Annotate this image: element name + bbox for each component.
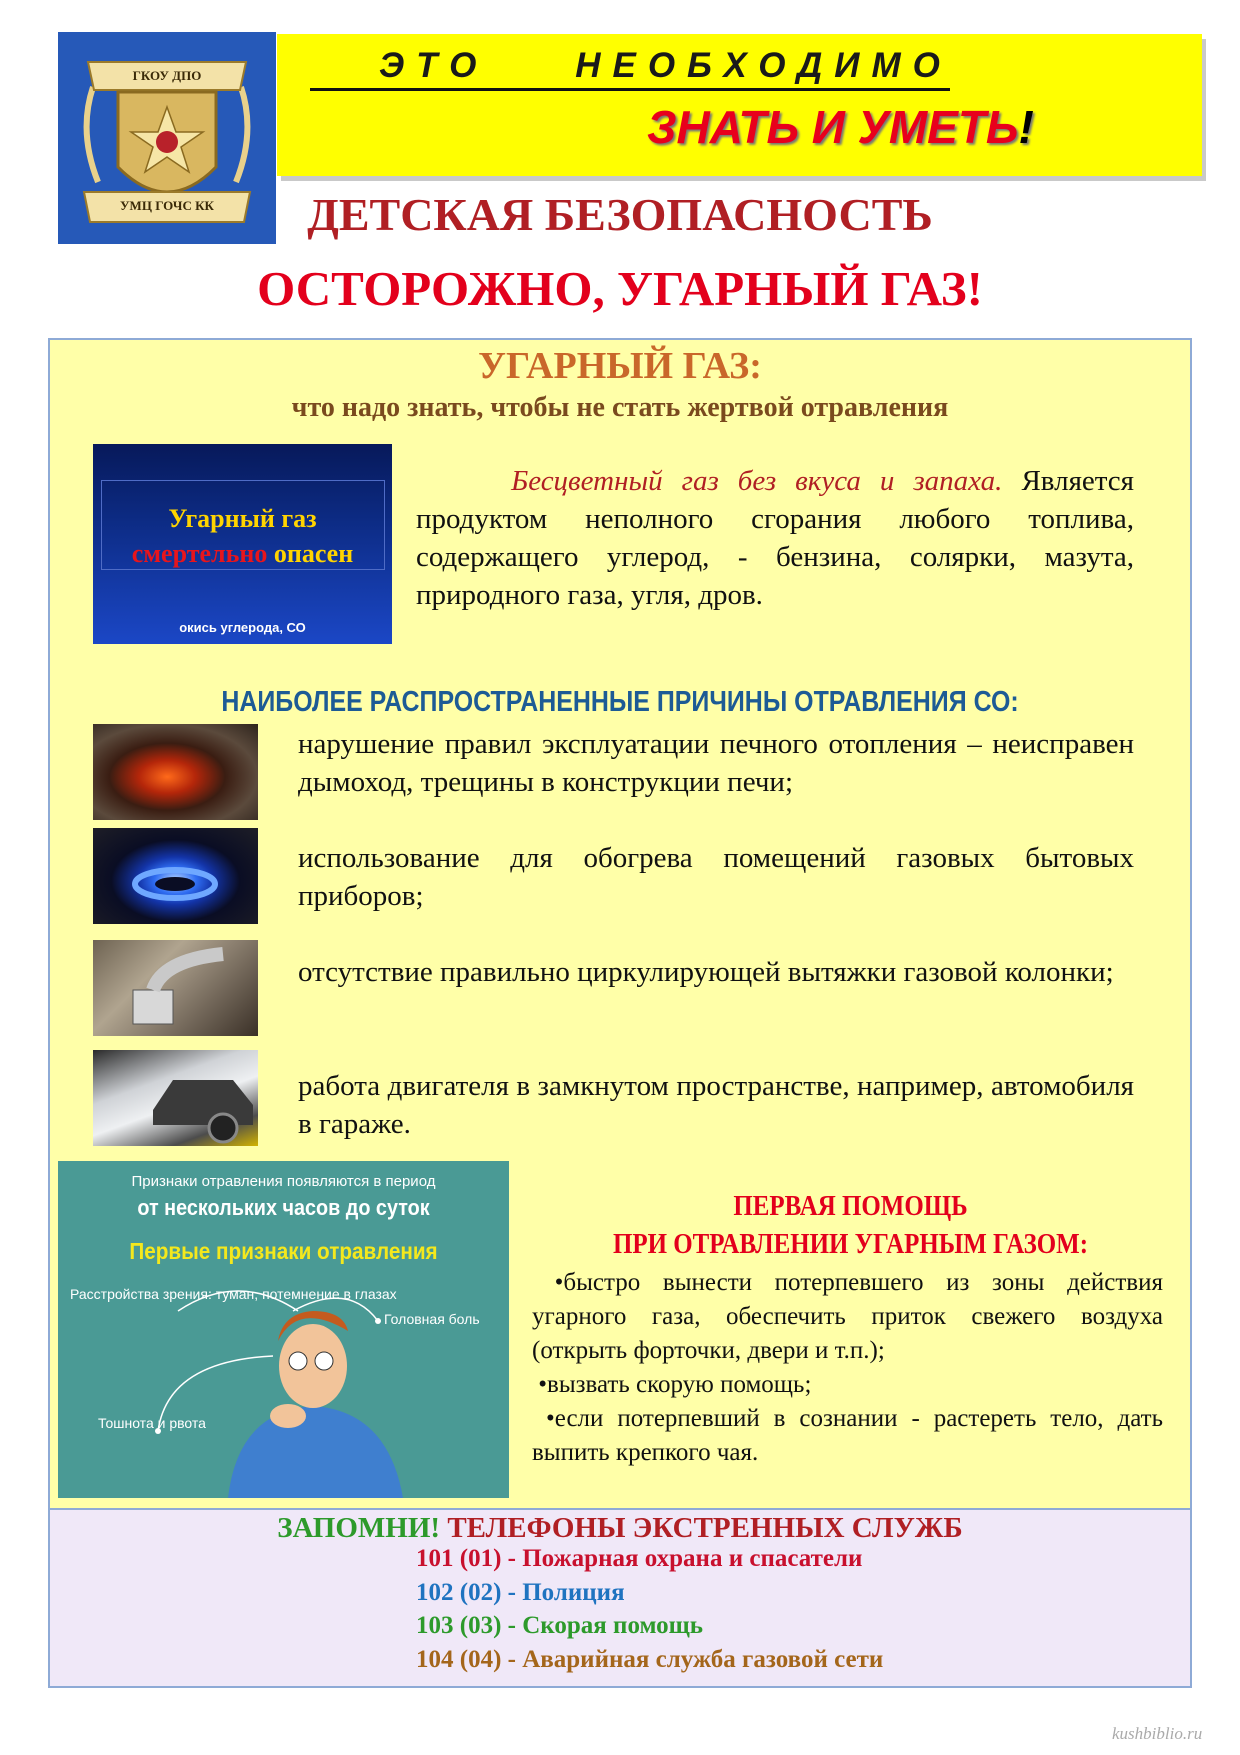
co-intro-paragraph xyxy=(416,462,1134,614)
co-intro-text: Является продуктом неполного сгорания любого топлива, содержащего углерод, - бензина, солярки, мазута, природного газа, угля, дров. xyxy=(416,465,1135,611)
phone-ambulance: 103 (03) - Скорая помощь xyxy=(416,1612,703,1639)
co-danger-red-word: смертельно xyxy=(131,539,268,568)
first-aid-item: •если потерпевший в сознании - растереть тело, дать выпить крепкого чая. xyxy=(532,1405,1163,1466)
page-title: ДЕТСКАЯ БЕЗОПАСНОСТЬ xyxy=(307,189,933,240)
banner-line-2-text: ЗНАТЬ И УМЕТЬ xyxy=(647,101,1019,153)
phones-heading-text: ТЕЛЕФОНЫ ЭКСТРЕННЫХ СЛУЖБ xyxy=(440,1512,963,1544)
first-aid-item-text: быстро вынести потерпевшего из зоны действия угарного газа, обеспечить приток свежего воздуха (открыть форточки, двери и т.п.); xyxy=(532,1269,1163,1364)
sign-headache: Головная боль xyxy=(384,1311,480,1327)
car-icon xyxy=(93,1050,258,1146)
first-aid-heading: ПЕРВАЯ ПОМОЩЬ xyxy=(733,1190,968,1222)
cause-item: нарушение правил эксплуатации печного отопления – неисправен дымоход, трещины в конструкции печи; xyxy=(298,728,1134,798)
sign-nausea: Тошнота и рвота xyxy=(98,1415,206,1431)
page-subtitle: ОСТОРОЖНО, УГАРНЫЙ ГАЗ! xyxy=(257,261,983,316)
banner-line-2 xyxy=(647,100,1034,154)
banner-exclamation: ! xyxy=(1018,101,1034,153)
co-danger-line-1: Угарный газ xyxy=(168,504,317,533)
co-danger-caption: окись углерода, СО xyxy=(179,620,306,635)
phone-fire: 101 (01) - Пожарная охрана и спасатели xyxy=(416,1545,863,1572)
signs-header: Признаки отравления появляются в период xyxy=(131,1173,436,1190)
co-heading: УГАРНЫЙ ГАЗ: xyxy=(478,345,762,387)
sign-vision: Расстройства зрения: туман, потемнение в глазах xyxy=(70,1286,397,1302)
remember-label: ЗАПОМНИ! xyxy=(277,1512,441,1544)
banner-line-1: ЭТО НЕОБХОДИМО xyxy=(379,46,952,85)
first-aid-item-text: если потерпевший в сознании - растереть тело, дать выпить крепкого чая. xyxy=(532,1405,1163,1466)
logo-top-text: ГКОУ ДПО xyxy=(132,68,202,83)
banner-underline xyxy=(310,88,950,91)
co-danger-image xyxy=(93,444,392,644)
first-aid-item: •вызвать скорую помощь; xyxy=(532,1371,812,1398)
phones-heading xyxy=(48,1512,1192,1545)
gas-heater-photo xyxy=(93,940,258,1036)
gas-flame-icon xyxy=(93,828,258,924)
co-intro-italic: Бесцветный газ без вкуса и запаха. xyxy=(511,465,1003,497)
phone-gas-service: 104 (04) - Аварийная служба газовой сети xyxy=(416,1646,884,1673)
phone-police: 102 (02) - Полиция xyxy=(416,1579,625,1606)
causes-heading: НАИБОЛЕЕ РАСПРОСТРАНЕННЫЕ ПРИЧИНЫ ОТРАВЛЕНИЯ СО: xyxy=(221,686,1019,718)
first-aid-subheading: ПРИ ОТРАВЛЕНИИ УГАРНЫМ ГАЗОМ: xyxy=(612,1228,1089,1260)
co-danger-line-2 xyxy=(93,539,392,569)
cause-item: отсутствие правильно циркулирующей вытяжки газовой колонки; xyxy=(298,956,1114,988)
gas-burner-photo xyxy=(93,828,258,924)
cause-item: работа двигателя в замкнутом пространстве, например, автомобиля в гараже. xyxy=(298,1070,1134,1140)
co-danger-yellow-word: опасен xyxy=(267,539,354,568)
cause-item: использование для обогрева помещений газовых бытовых приборов; xyxy=(298,842,1134,912)
first-aid-item: •быстро вынести потерпевшего из зоны действия угарного газа, обеспечить приток свежего воздуха (открыть форточки, двери и т.п.); xyxy=(532,1269,1163,1364)
logo-bottom-text: УМЦ ГОЧС КК xyxy=(120,198,214,213)
co-subheading: что надо знать, чтобы не стать жертвой отравления xyxy=(291,392,949,423)
header-banner xyxy=(277,34,1202,176)
stove-fire-photo xyxy=(93,724,258,820)
heater-pipe-icon xyxy=(93,940,258,1036)
first-aid-list xyxy=(532,1266,1163,1470)
signs-first-heading: Первые признаки отравления xyxy=(129,1238,438,1264)
first-aid-item-text: вызвать скорую помощь; xyxy=(547,1371,812,1398)
car-exhaust-photo xyxy=(93,1050,258,1146)
poisoning-signs-image xyxy=(58,1161,509,1498)
signs-time: от нескольких часов до суток xyxy=(137,1195,430,1220)
watermark: kushbiblio.ru xyxy=(1112,1724,1203,1743)
